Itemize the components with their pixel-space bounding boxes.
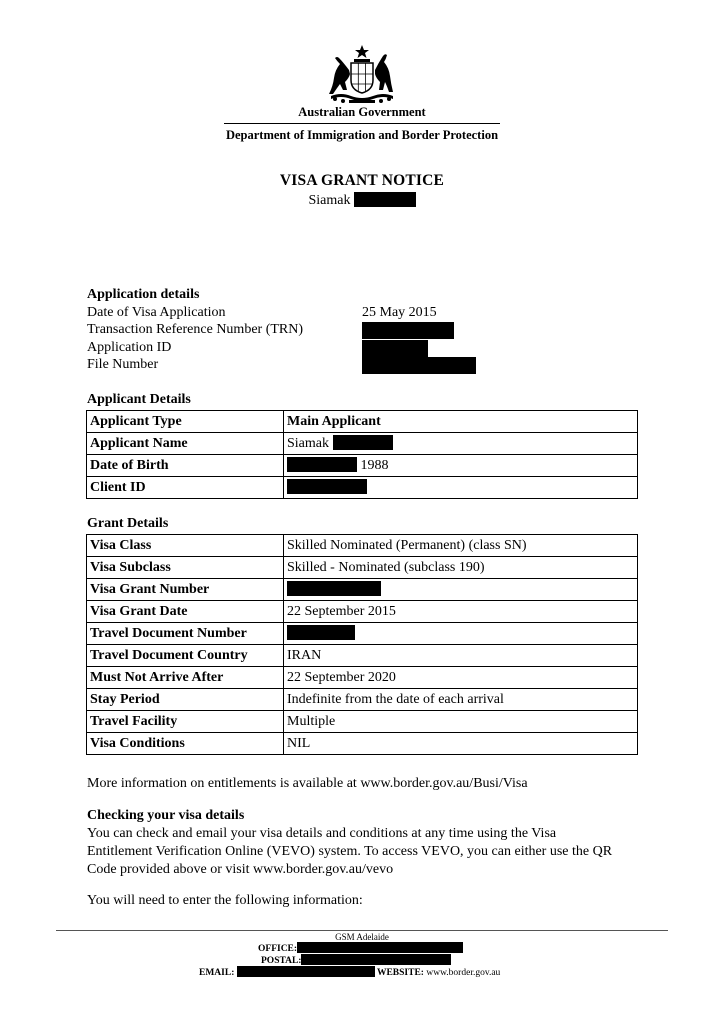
grant-label: Visa Class xyxy=(87,535,284,557)
footer-office-line xyxy=(258,942,463,954)
table-row xyxy=(87,579,638,601)
redacted-postal-address xyxy=(301,954,451,965)
grant-label: Visa Conditions xyxy=(87,733,284,755)
client-id-label: Client ID xyxy=(87,477,284,499)
notice-title: VISA GRANT NOTICE xyxy=(279,172,445,189)
grant-label: Visa Subclass xyxy=(87,557,284,579)
notice-applicant-name xyxy=(0,192,724,209)
applicant-name-label: Applicant Name xyxy=(87,433,284,455)
checking-visa-heading: Checking your visa details xyxy=(87,808,245,823)
grant-value: Skilled - Nominated (subclass 190) xyxy=(284,557,638,579)
government-name: Australian Government xyxy=(298,105,426,119)
grant-details-table xyxy=(86,534,638,755)
table-row xyxy=(87,689,638,711)
footer-postal-line xyxy=(261,954,451,966)
grant-value: IRAN xyxy=(284,645,638,667)
footer-office-name: GSM Adelaide xyxy=(335,932,389,942)
footer-website-label: WEBSITE: xyxy=(376,968,424,978)
grant-value: Indefinite from the date of each arrival xyxy=(284,689,638,711)
application-details-heading: Application details xyxy=(87,287,200,302)
redacted-birth-day-month xyxy=(287,457,357,472)
table-row xyxy=(87,711,638,733)
redacted-surname xyxy=(333,435,393,450)
header-divider xyxy=(224,123,500,124)
grant-value xyxy=(284,579,638,601)
redacted-file-number xyxy=(362,357,476,374)
applicant-details-heading: Applicant Details xyxy=(87,392,191,407)
footer-website-value: www.border.gov.au xyxy=(426,968,501,978)
table-row xyxy=(87,557,638,579)
grant-value: Skilled Nominated (Permanent) (class SN) xyxy=(284,535,638,557)
grant-value: Multiple xyxy=(284,711,638,733)
footer-contact-line xyxy=(199,966,500,978)
grant-label: Travel Document Country xyxy=(87,645,284,667)
grant-value: 22 September 2015 xyxy=(284,601,638,623)
checking-visa-line-1: You can check and email your visa details and conditions at any time using the Visa xyxy=(87,826,557,841)
date-of-birth-year: 1988 xyxy=(360,457,389,473)
footer-email-label: EMAIL: xyxy=(199,968,235,978)
grant-value: NIL xyxy=(284,733,638,755)
grant-label: Travel Facility xyxy=(87,711,284,733)
applicant-first-name: Siamak xyxy=(308,193,351,208)
redacted-client-id xyxy=(287,479,367,494)
more-info-text: More information on entitlements is available at www.border.gov.au/Busi/Visa xyxy=(87,776,528,791)
trn-label: Transaction Reference Number (TRN) xyxy=(87,322,304,337)
footer-postal-label: POSTAL: xyxy=(261,956,302,966)
grant-label: Must Not Arrive After xyxy=(87,667,284,689)
table-row xyxy=(87,535,638,557)
redacted-email xyxy=(237,966,375,977)
file-number-label: File Number xyxy=(87,357,159,372)
grant-label: Visa Grant Number xyxy=(87,579,284,601)
redacted-travel-document-number xyxy=(287,625,355,640)
grant-label: Travel Document Number xyxy=(87,623,284,645)
applicant-name-cell xyxy=(284,433,638,455)
footer-office-label: OFFICE: xyxy=(258,944,298,954)
table-row xyxy=(87,667,638,689)
table-row xyxy=(87,411,638,433)
date-of-birth-label: Date of Birth xyxy=(87,455,284,477)
grant-label: Stay Period xyxy=(87,689,284,711)
grant-value xyxy=(284,623,638,645)
checking-visa-line-3: Code provided above or visit www.border.gov.au/vevo xyxy=(87,862,394,877)
client-id-cell xyxy=(284,477,638,499)
table-row xyxy=(87,455,638,477)
table-row xyxy=(87,477,638,499)
date-of-birth-cell xyxy=(284,455,638,477)
redacted-application-id xyxy=(362,340,428,357)
applicant-name-value: Siamak xyxy=(287,435,329,451)
table-row xyxy=(87,645,638,667)
redacted-office-address xyxy=(297,942,463,953)
department-name: Department of Immigration and Border Protection xyxy=(225,128,499,142)
redacted-surname xyxy=(354,192,416,207)
applicant-type-label: Applicant Type xyxy=(87,411,284,433)
checking-visa-line-2: Entitlement Verification Online (VEVO) system. To access VEVO, you can either use the QR xyxy=(87,844,613,859)
grant-label: Visa Grant Date xyxy=(87,601,284,623)
need-info-text: You will need to enter the following information: xyxy=(87,893,363,908)
redacted-trn xyxy=(362,322,454,339)
application-id-label: Application ID xyxy=(87,340,172,355)
applicant-details-table xyxy=(86,410,638,499)
table-row xyxy=(87,433,638,455)
redacted-visa-grant-number xyxy=(287,581,381,596)
commonwealth-coat-of-arms-icon xyxy=(321,44,403,104)
date-of-application-value: 25 May 2015 xyxy=(362,305,437,320)
grant-details-heading: Grant Details xyxy=(87,516,169,531)
date-of-application-label: Date of Visa Application xyxy=(87,305,226,320)
table-row xyxy=(87,733,638,755)
footer-divider xyxy=(56,930,668,931)
grant-value: 22 September 2020 xyxy=(284,667,638,689)
applicant-type-value: Main Applicant xyxy=(284,411,638,433)
table-row xyxy=(87,601,638,623)
table-row xyxy=(87,623,638,645)
